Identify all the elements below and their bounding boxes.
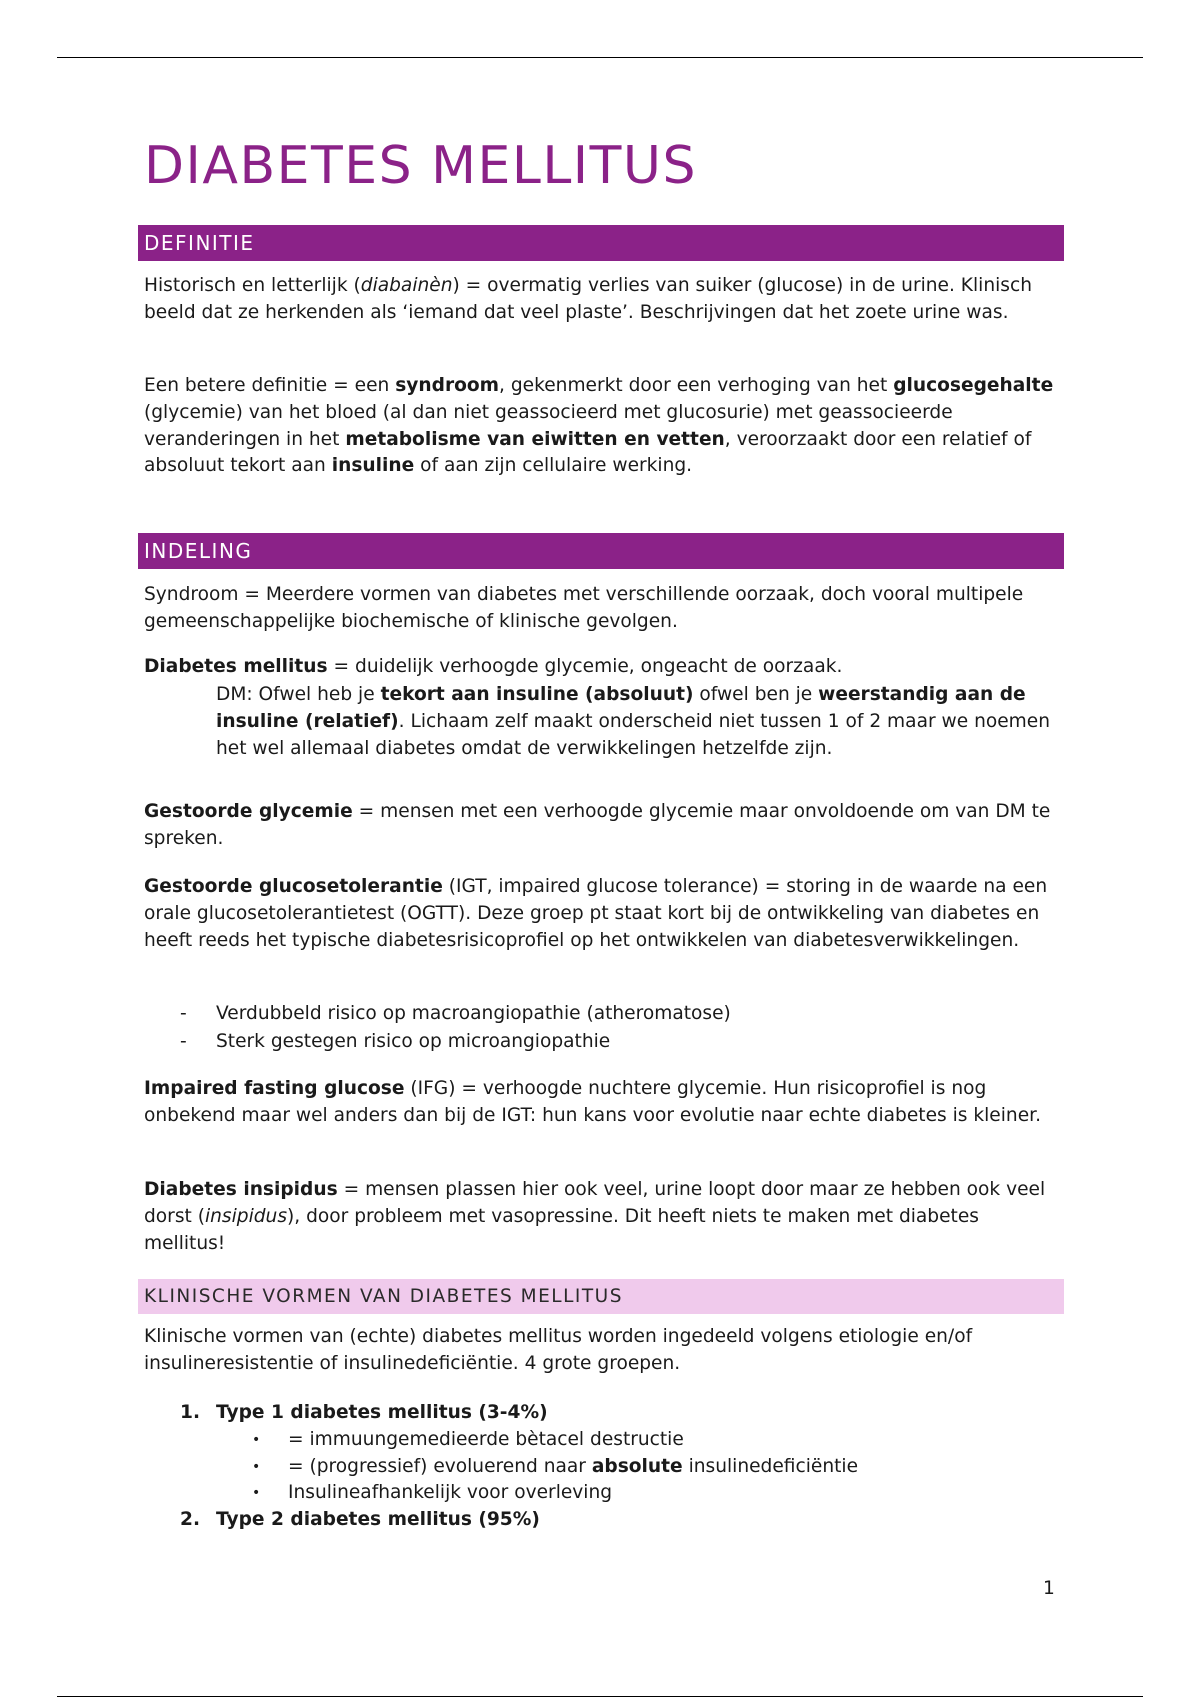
section-heading-definitie: DEFINITIE	[138, 225, 1064, 261]
page-number: 1	[1043, 1578, 1055, 1599]
indeling-diabetes-insipidus: Diabetes insipidus = mensen plassen hier ook veel, urine loopt door maar ze hebben ook veel dorst (insipidus), door probleem met vasopressine. Dit heeft niets te maken met diabetes mellitus!	[144, 1179, 1046, 1254]
bottom-rule	[57, 1696, 1143, 1697]
indeling-impaired-fasting-glucose: Impaired fasting glucose (IFG) = verhoogde nuchtere glycemie. Hun risicoprofiel is nog onbekend maar wel anders dan bij de IGT: hun kans voor evolutie naar echte diabetes is kleiner.	[144, 1078, 1041, 1126]
section-heading-indeling: INDELING	[138, 533, 1064, 569]
top-rule	[57, 57, 1143, 58]
dash-marker: -	[180, 1031, 187, 1052]
section-heading-klinische-vormen: KLINISCHE VORMEN VAN DIABETES MELLITUS	[138, 1279, 1064, 1314]
bullet-marker: •	[252, 1459, 261, 1475]
indeling-paragraph-syndroom: Syndroom = Meerdere vormen van diabetes met verschillende oorzaak, doch vooral multipele gemeenschappelijke biochemische of klinische gevolgen.	[144, 584, 1024, 632]
dash-marker: -	[180, 1003, 187, 1024]
indeling-diabetes-mellitus: Diabetes mellitus = duidelijk verhoogde glycemie, ongeacht de oorzaak.	[144, 656, 843, 677]
indeling-gestoorde-glycemie: Gestoorde glycemie = mensen met een verhoogde glycemie maar onvoldoende om van DM te spreken.	[144, 801, 1051, 849]
bullet-marker: •	[252, 1485, 261, 1501]
klinische-paragraph: Klinische vormen van (echte) diabetes mellitus worden ingedeeld volgens etiologie en/of insulineresistentie of insulinedeficiëntie. 4 grote groepen.	[144, 1326, 973, 1374]
bullet-marker: •	[252, 1432, 261, 1448]
definitie-paragraph-1: Historisch en letterlijk (diabainèn) = overmatig verlies van suiker (glucose) in de urine. Klinisch beeld dat ze herkenden als ‘iemand dat veel plaste’. Beschrijvingen dat het zoete urine was.	[144, 275, 1032, 323]
numbered-item-type-1: 1. Type 1 diabetes mellitus (3-4%)	[180, 1402, 548, 1423]
indeling-dm-explanation: DM: Ofwel heb je tekort aan insuline (absoluut) ofwel ben je weerstandig aan de insuline (relatief). Lichaam zelf maakt onderscheid niet tussen 1 of 2 maar we noemen het wel allemaal diabetes omdat de verwikkelingen hetzelfde zijn.	[216, 684, 1051, 759]
numbered-item-type-2: 2. Type 2 diabetes mellitus (95%)	[180, 1509, 540, 1530]
document-title: DIABETES MELLITUS	[144, 136, 697, 196]
definitie-paragraph-2: Een betere definitie = een syndroom, gekenmerkt door een verhoging van het glucosegehalte (glycemie) van het bloed (al dan niet geassocieerd met glucosurie) met geassocieerde veranderingen in het metabolisme van eiwitten en vetten, veroorzaakt door een relatief of absoluut tekort aan insuline of aan zijn cellulaire werking.	[144, 375, 1054, 477]
indeling-gestoorde-glucosetolerantie: Gestoorde glucosetolerantie (IGT, impaired glucose tolerance) = storing in de waarde na een orale glucosetolerantietest (OGTT). Deze groep pt staat kort bij de ontwikkeling van diabetes en heeft reeds het typische diabetesrisicoprofiel op het ontwikkelen van diabetesverwikkelingen.	[144, 876, 1048, 951]
